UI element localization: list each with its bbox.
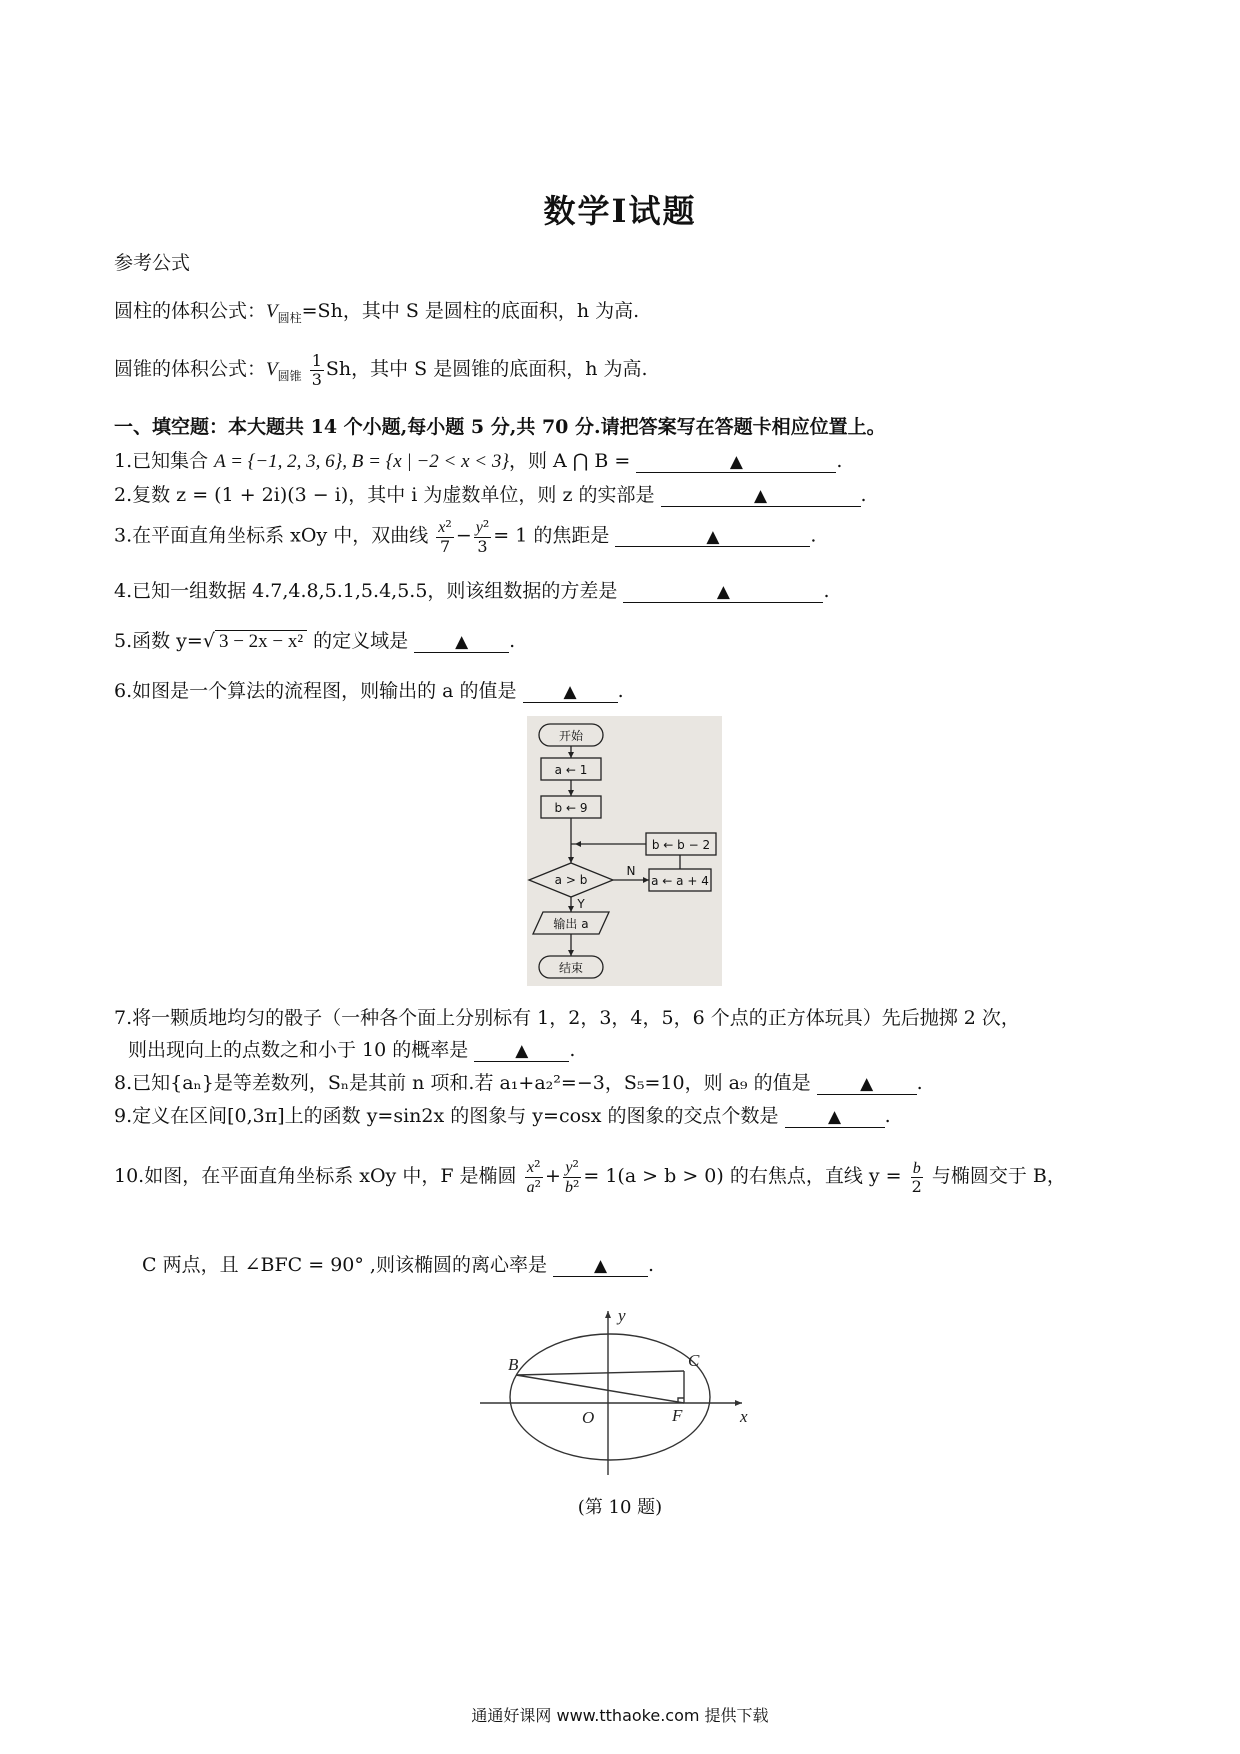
answer-blank-4: ▲ — [623, 583, 823, 603]
flow-no-label: N — [626, 864, 636, 878]
b-over-2-fraction: $\frac{b}{2}$ — [911, 1159, 922, 1197]
segment-bc — [516, 1371, 684, 1375]
flow-condition-label: a > b — [554, 873, 588, 887]
section-heading: 一、填空题：本大题共 14 个小题,每小题 5 分,共 70 分.请把答案写在答题卡相应位置上。 — [114, 416, 886, 438]
ellipse-curve — [510, 1334, 710, 1460]
answer-blank-2: ▲ — [661, 487, 861, 507]
answer-blank-8: ▲ — [817, 1075, 917, 1095]
segment-bf — [516, 1375, 684, 1403]
flow-yes-label: Y — [577, 897, 585, 911]
ellipse-term-y: $\frac{\text{y²}}{\text{b²}}$ — [564, 1157, 580, 1196]
flow-start-label: 开始 — [558, 729, 584, 743]
formula-heading: 参考公式 — [114, 252, 191, 274]
answer-blank-6: ▲ — [523, 683, 618, 703]
hyperbola-term-x: $\frac{\text{x²}}{7}$ — [438, 517, 452, 556]
flowchart-figure — [527, 716, 722, 986]
footer-credit: 通通好课网 www.tthaoke.com 提供下载 — [471, 1706, 769, 1725]
ellipse-term-x: $\frac{\text{x²}}{\text{a²}}$ — [526, 1157, 542, 1196]
question-9: 9.定义在区间[0,3π]上的函数 y=sin2x 的图象与 y=cosx 的图象的交点个数是 ▲ . — [114, 1105, 891, 1127]
label-y: y — [618, 1306, 626, 1325]
answer-blank-1: ▲ — [636, 453, 836, 473]
flow-output-label: 输出 a — [553, 917, 589, 931]
label-o: O — [582, 1408, 595, 1427]
cylinder-formula: 圆柱的体积公式：$V_{圆柱}=Sh$，其中 S 是圆柱的底面积，h 为高. — [114, 300, 640, 325]
flowchart-svg — [527, 716, 722, 986]
figure-10-caption: (第 10 题) — [577, 1497, 663, 1518]
question-2: 2.复数 z = (1 + 2i)(3 − i)，其中 i 为虚数单位，则 z 的实部是 ▲ . — [114, 484, 867, 506]
flow-a-update-label: a ← a + 4 — [651, 874, 709, 888]
radicand: 3 − 2x − x² — [215, 630, 307, 653]
answer-blank-3: ▲ — [615, 528, 810, 548]
hyperbola-term-y: $\frac{\text{y²}}{3}$ — [475, 517, 490, 556]
question-1: 1.已知集合 A = {−1, 2, 3, 6}, B = {x | −2 < x < 3}，则 A ⋂ B = ▲ . — [114, 450, 843, 472]
answer-blank-5: ▲ — [414, 633, 509, 653]
flow-end-label: 结束 — [558, 961, 584, 975]
label-x: x — [740, 1407, 748, 1426]
question-6: 6.如图是一个算法的流程图，则输出的 a 的值是 ▲ . — [114, 680, 624, 702]
question-4: 4.已知一组数据 4.7,4.8,5.1,5.4,5.5，则该组数据的方差是 ▲ . — [114, 580, 830, 602]
question-3: 3.在平面直角坐标系 xOy 中，双曲线 $\frac{\text{x²}}{7}$ − $\frac{\text{y²}}{3}$ = 1 的焦距是 ▲ . — [114, 517, 817, 556]
question-7-line-1: 7.将一颗质地均匀的骰子（一种各个面上分别标有 1，2，3，4，5，6 个点的正方体玩具）先后抛掷 2 次， — [114, 1007, 1020, 1029]
question-10-line-1: 10.如图，在平面直角坐标系 xOy 中，F 是椭圆 $\frac{\text{x²}}{\text{a²}}$ + $\frac{\text{y²}}{\text{b²}}$ = 1(a > b > 0) 的右焦点，直线 y = $\frac{b}{2}$ 与椭圆交于 B， — [114, 1157, 1066, 1197]
label-b: B — [508, 1355, 519, 1374]
ellipse-figure — [470, 1305, 770, 1480]
answer-blank-10: ▲ — [553, 1257, 648, 1277]
flow-b-update-label: b ← b − 2 — [651, 838, 711, 852]
question-5: 5.函数 y=√ 3 − 2x − x² 的定义域是 ▲ . — [114, 630, 516, 652]
question-7-line-2: 则出现向上的点数之和小于 10 的概率是 ▲ . — [128, 1039, 576, 1061]
flow-b-init-label: b ← 9 — [554, 801, 588, 815]
question-10-line-2: C 两点，且 ∠BFC = 90° ,则该椭圆的离心率是 ▲ . — [142, 1254, 655, 1276]
answer-blank-7: ▲ — [474, 1042, 569, 1062]
cone-formula: 圆锥的体积公式：$V_{圆锥}$ $\frac{1}{3}$ Sh，其中 S 是圆锥的底面积，h 为高. — [114, 351, 648, 389]
ellipse-svg — [470, 1305, 770, 1480]
one-third-fraction: $\frac{1}{3}$ — [311, 351, 322, 389]
label-c: C — [688, 1351, 700, 1370]
flow-a-init-label: a ← 1 — [554, 763, 588, 777]
page-title: 数学Ⅰ试题 — [543, 192, 697, 230]
label-f: F — [672, 1406, 683, 1425]
answer-blank-9: ▲ — [785, 1108, 885, 1128]
question-8: 8.已知{aₙ}是等差数列，Sₙ是其前 n 项和.若 a₁+a₂²=−3，S₅=10，则 a₉ 的值是 ▲ . — [114, 1072, 923, 1094]
